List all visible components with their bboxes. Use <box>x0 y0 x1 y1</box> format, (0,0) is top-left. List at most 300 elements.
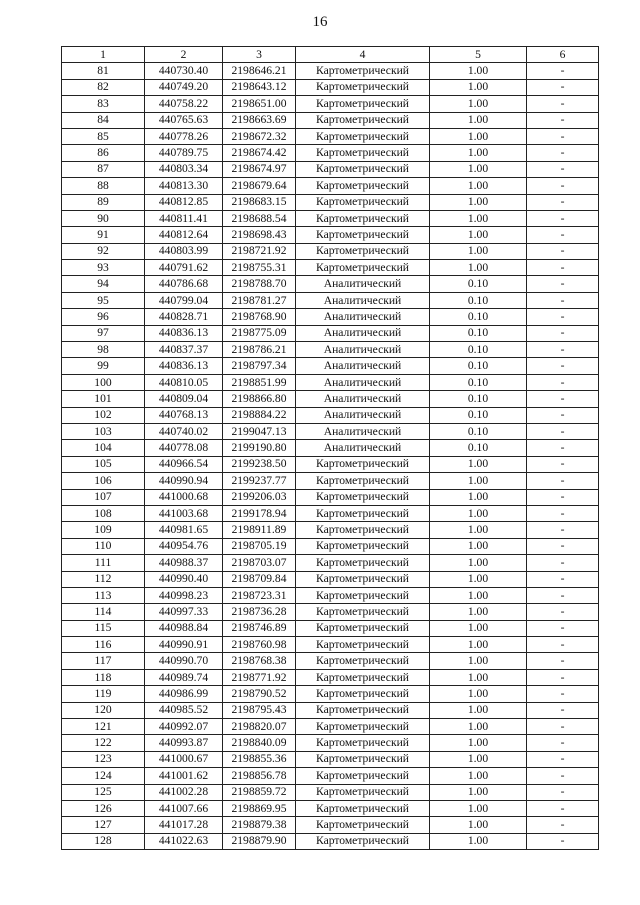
table-cell: Аналитический <box>296 292 430 308</box>
table-cell: 1.00 <box>430 571 527 587</box>
table-cell: 2199190.80 <box>223 440 296 456</box>
table-row <box>62 735 599 751</box>
table-cell: 440966.54 <box>145 456 223 472</box>
table-cell: 116 <box>62 637 145 653</box>
table-row <box>62 161 599 177</box>
table-cell: Картометрический <box>296 79 430 95</box>
table-cell: - <box>527 178 599 194</box>
table-row <box>62 63 599 79</box>
table-row <box>62 456 599 472</box>
table-cell: 440981.65 <box>145 522 223 538</box>
table-cell: - <box>527 833 599 849</box>
table-row <box>62 325 599 341</box>
table-cell: - <box>527 489 599 505</box>
table-row <box>62 719 599 735</box>
table-cell: 1.00 <box>430 719 527 735</box>
table-cell: Картометрический <box>296 210 430 226</box>
table-row <box>62 817 599 833</box>
table-cell: 2199047.13 <box>223 423 296 439</box>
table-cell: - <box>527 342 599 358</box>
table-row <box>62 227 599 243</box>
table-row <box>62 309 599 325</box>
table-cell: 1.00 <box>430 800 527 816</box>
table-row <box>62 538 599 554</box>
table-cell: 2198688.54 <box>223 210 296 226</box>
table-cell: - <box>527 620 599 636</box>
table-cell: 440989.74 <box>145 669 223 685</box>
table-cell: 440740.02 <box>145 423 223 439</box>
table-cell: Картометрический <box>296 505 430 521</box>
table-cell: 440993.87 <box>145 735 223 751</box>
table-cell: 2198721.92 <box>223 243 296 259</box>
table-cell: 2198672.32 <box>223 128 296 144</box>
table-cell: 2198768.38 <box>223 653 296 669</box>
table-cell: 440803.34 <box>145 161 223 177</box>
table-cell: Картометрический <box>296 637 430 653</box>
table-cell: 2198795.43 <box>223 702 296 718</box>
table-cell: 1.00 <box>430 489 527 505</box>
table-cell: - <box>527 686 599 702</box>
table-cell: 2198736.28 <box>223 604 296 620</box>
table-cell: 2198674.97 <box>223 161 296 177</box>
table-row <box>62 702 599 718</box>
table-row <box>62 112 599 128</box>
table-cell: 1.00 <box>430 604 527 620</box>
table-cell: 440812.85 <box>145 194 223 210</box>
table-cell: 92 <box>62 243 145 259</box>
table-cell: 89 <box>62 194 145 210</box>
table-cell: 106 <box>62 473 145 489</box>
table-row <box>62 604 599 620</box>
table-row <box>62 260 599 276</box>
table-cell: 123 <box>62 751 145 767</box>
table-cell: 440837.37 <box>145 342 223 358</box>
table-cell: 1.00 <box>430 178 527 194</box>
table-cell: 440998.23 <box>145 587 223 603</box>
table-cell: - <box>527 128 599 144</box>
table-cell: 1.00 <box>430 637 527 653</box>
table-cell: 99 <box>62 358 145 374</box>
table-cell: 2198643.12 <box>223 79 296 95</box>
table-cell: 90 <box>62 210 145 226</box>
table-row <box>62 210 599 226</box>
table-cell: 440749.20 <box>145 79 223 95</box>
table-cell: 0.10 <box>430 407 527 423</box>
table-cell: 440836.13 <box>145 325 223 341</box>
table-cell: - <box>527 555 599 571</box>
table-cell: 96 <box>62 309 145 325</box>
table-cell: Картометрический <box>296 686 430 702</box>
table-cell: 113 <box>62 587 145 603</box>
table-cell: Картометрический <box>296 128 430 144</box>
table-cell: Аналитический <box>296 342 430 358</box>
table-row <box>62 145 599 161</box>
table-cell: 88 <box>62 178 145 194</box>
table-cell: - <box>527 505 599 521</box>
table-cell: - <box>527 112 599 128</box>
table-cell: 440997.33 <box>145 604 223 620</box>
table-cell: Картометрический <box>296 227 430 243</box>
coordinates-table <box>61 46 599 850</box>
table-cell: 441000.67 <box>145 751 223 767</box>
table-cell: 1.00 <box>430 735 527 751</box>
table-row <box>62 342 599 358</box>
table-cell: 2199206.03 <box>223 489 296 505</box>
table-cell: 0.10 <box>430 391 527 407</box>
table-cell: Картометрический <box>296 63 430 79</box>
table-cell: 1.00 <box>430 784 527 800</box>
table-cell: 2198911.89 <box>223 522 296 538</box>
table-cell: 86 <box>62 145 145 161</box>
table-cell: - <box>527 374 599 390</box>
table-cell: Картометрический <box>296 768 430 784</box>
table-cell: - <box>527 604 599 620</box>
table-cell: Картометрический <box>296 538 430 554</box>
table-cell: 440778.26 <box>145 128 223 144</box>
table-cell: 104 <box>62 440 145 456</box>
table-cell: 1.00 <box>430 702 527 718</box>
table-cell: 440836.13 <box>145 358 223 374</box>
table-cell: Картометрический <box>296 587 430 603</box>
table-cell: 441000.68 <box>145 489 223 505</box>
table-row <box>62 571 599 587</box>
table-row <box>62 358 599 374</box>
table-cell: - <box>527 817 599 833</box>
table-cell: 440768.13 <box>145 407 223 423</box>
table-cell: 119 <box>62 686 145 702</box>
table-cell: Аналитический <box>296 423 430 439</box>
table-cell: 440791.62 <box>145 260 223 276</box>
table-cell: - <box>527 63 599 79</box>
table-row <box>62 669 599 685</box>
table-cell: Аналитический <box>296 358 430 374</box>
table-cell: 2198856.78 <box>223 768 296 784</box>
table-cell: Картометрический <box>296 456 430 472</box>
table-cell: 2198723.31 <box>223 587 296 603</box>
table-cell: Картометрический <box>296 161 430 177</box>
table-body <box>62 63 599 850</box>
table-cell: Картометрический <box>296 473 430 489</box>
table-cell: 101 <box>62 391 145 407</box>
table-row <box>62 276 599 292</box>
table-cell: 2198746.89 <box>223 620 296 636</box>
table-cell: - <box>527 669 599 685</box>
table-cell: Картометрический <box>296 719 430 735</box>
table-cell: - <box>527 309 599 325</box>
table-cell: 441003.68 <box>145 505 223 521</box>
table-cell: Аналитический <box>296 391 430 407</box>
table-cell: 440812.64 <box>145 227 223 243</box>
table-cell: - <box>527 145 599 161</box>
table-cell: - <box>527 276 599 292</box>
table-cell: 126 <box>62 800 145 816</box>
table-cell: 1.00 <box>430 456 527 472</box>
table-cell: 440765.63 <box>145 112 223 128</box>
table-row <box>62 522 599 538</box>
table-cell: Картометрический <box>296 735 430 751</box>
table-cell: 100 <box>62 374 145 390</box>
table-cell: 2198646.21 <box>223 63 296 79</box>
table-cell: Картометрический <box>296 96 430 112</box>
table-cell: 2198820.07 <box>223 719 296 735</box>
table-cell: 87 <box>62 161 145 177</box>
table-cell: 127 <box>62 817 145 833</box>
table-cell: 1.00 <box>430 145 527 161</box>
table-cell: 109 <box>62 522 145 538</box>
table-cell: 93 <box>62 260 145 276</box>
table-cell: - <box>527 243 599 259</box>
table-cell: - <box>527 751 599 767</box>
table-cell: - <box>527 702 599 718</box>
table-cell: 0.10 <box>430 276 527 292</box>
table-cell: 83 <box>62 96 145 112</box>
table-cell: 103 <box>62 423 145 439</box>
table-cell: 1.00 <box>430 505 527 521</box>
table-cell: Аналитический <box>296 276 430 292</box>
table-cell: 1.00 <box>430 63 527 79</box>
table-cell: 114 <box>62 604 145 620</box>
table-cell: Картометрический <box>296 702 430 718</box>
table-cell: - <box>527 522 599 538</box>
table-cell: 124 <box>62 768 145 784</box>
table-row <box>62 374 599 390</box>
table-cell: 95 <box>62 292 145 308</box>
page-number: 16 <box>312 14 328 30</box>
table-cell: Картометрический <box>296 260 430 276</box>
table-cell: 1.00 <box>430 538 527 554</box>
column-header: 6 <box>527 47 599 63</box>
table-cell: 2198879.38 <box>223 817 296 833</box>
table-cell: 112 <box>62 571 145 587</box>
table-cell: - <box>527 784 599 800</box>
table-cell: 1.00 <box>430 653 527 669</box>
table-cell: - <box>527 571 599 587</box>
table-row <box>62 473 599 489</box>
table-cell: 440799.04 <box>145 292 223 308</box>
table-cell: Картометрический <box>296 522 430 538</box>
table-cell: Картометрический <box>296 653 430 669</box>
table-cell: 2199237.77 <box>223 473 296 489</box>
table-cell: Картометрический <box>296 489 430 505</box>
table-row <box>62 505 599 521</box>
table-cell: 108 <box>62 505 145 521</box>
table-cell: 2198855.36 <box>223 751 296 767</box>
table-cell: - <box>527 292 599 308</box>
table-cell: 85 <box>62 128 145 144</box>
table-cell: 121 <box>62 719 145 735</box>
table-cell: 1.00 <box>430 473 527 489</box>
table-cell: Аналитический <box>296 374 430 390</box>
table-row <box>62 407 599 423</box>
table-cell: - <box>527 735 599 751</box>
table-row <box>62 620 599 636</box>
table-cell: 2198768.90 <box>223 309 296 325</box>
table-row <box>62 194 599 210</box>
column-header: 3 <box>223 47 296 63</box>
table-cell: - <box>527 210 599 226</box>
table-cell: Картометрический <box>296 751 430 767</box>
table-cell: 440730.40 <box>145 63 223 79</box>
table-cell: 440803.99 <box>145 243 223 259</box>
table-cell: 2198663.69 <box>223 112 296 128</box>
table-cell: Картометрический <box>296 669 430 685</box>
table-cell: 440811.41 <box>145 210 223 226</box>
table-cell: - <box>527 391 599 407</box>
table-cell: - <box>527 456 599 472</box>
table-cell: 2198786.21 <box>223 342 296 358</box>
table-row <box>62 686 599 702</box>
table-cell: 440758.22 <box>145 96 223 112</box>
table-cell: 441001.62 <box>145 768 223 784</box>
table-cell: 94 <box>62 276 145 292</box>
table-cell: 1.00 <box>430 587 527 603</box>
table-cell: 98 <box>62 342 145 358</box>
table-cell: 2198674.42 <box>223 145 296 161</box>
table-cell: - <box>527 473 599 489</box>
table-cell: 2198790.52 <box>223 686 296 702</box>
table-cell: 2198866.80 <box>223 391 296 407</box>
table-cell: - <box>527 161 599 177</box>
table-cell: 110 <box>62 538 145 554</box>
table-cell: Картометрический <box>296 784 430 800</box>
table-cell: Аналитический <box>296 440 430 456</box>
column-header: 1 <box>62 47 145 63</box>
table-row <box>62 79 599 95</box>
table-cell: Картометрический <box>296 800 430 816</box>
table-cell: 440986.99 <box>145 686 223 702</box>
table-cell: 1.00 <box>430 817 527 833</box>
table-cell: 1.00 <box>430 210 527 226</box>
table-cell: 0.10 <box>430 292 527 308</box>
table-cell: 81 <box>62 63 145 79</box>
table-cell: 440988.84 <box>145 620 223 636</box>
table-cell: - <box>527 637 599 653</box>
table-cell: - <box>527 719 599 735</box>
table-cell: 2198869.95 <box>223 800 296 816</box>
table-cell: - <box>527 325 599 341</box>
table-cell: 0.10 <box>430 440 527 456</box>
table-row <box>62 440 599 456</box>
table-cell: 1.00 <box>430 128 527 144</box>
table-cell: Картометрический <box>296 243 430 259</box>
table-cell: 440990.94 <box>145 473 223 489</box>
table-row <box>62 96 599 112</box>
table-cell: 105 <box>62 456 145 472</box>
table-cell: Картометрический <box>296 112 430 128</box>
table-cell: 2199238.50 <box>223 456 296 472</box>
table-cell: 107 <box>62 489 145 505</box>
table-cell: - <box>527 194 599 210</box>
table-cell: 1.00 <box>430 243 527 259</box>
table-cell: Аналитический <box>296 309 430 325</box>
table-cell: 2198771.92 <box>223 669 296 685</box>
table-cell: 0.10 <box>430 342 527 358</box>
table-cell: 1.00 <box>430 669 527 685</box>
table-cell: 84 <box>62 112 145 128</box>
table-row <box>62 833 599 849</box>
table-cell: - <box>527 538 599 554</box>
table-row <box>62 653 599 669</box>
table-cell: 2198755.31 <box>223 260 296 276</box>
table-cell: 2198788.70 <box>223 276 296 292</box>
table-row <box>62 587 599 603</box>
column-header: 2 <box>145 47 223 63</box>
table-cell: Аналитический <box>296 407 430 423</box>
table-cell: 440985.52 <box>145 702 223 718</box>
table-cell: - <box>527 800 599 816</box>
table-cell: 2198679.64 <box>223 178 296 194</box>
table-row <box>62 292 599 308</box>
table-cell: 111 <box>62 555 145 571</box>
table-row <box>62 555 599 571</box>
table-cell: 125 <box>62 784 145 800</box>
table-cell: 97 <box>62 325 145 341</box>
table-row <box>62 178 599 194</box>
table-header-row <box>62 47 599 63</box>
table-cell: 441017.28 <box>145 817 223 833</box>
table-row <box>62 768 599 784</box>
table-cell: 440778.08 <box>145 440 223 456</box>
table-row <box>62 391 599 407</box>
table-cell: 2198705.19 <box>223 538 296 554</box>
table-cell: 440813.30 <box>145 178 223 194</box>
table-cell: 440990.40 <box>145 571 223 587</box>
table-row <box>62 489 599 505</box>
table-cell: 2198840.09 <box>223 735 296 751</box>
table-cell: 440990.91 <box>145 637 223 653</box>
table-cell: 91 <box>62 227 145 243</box>
table-cell: 2198775.09 <box>223 325 296 341</box>
table-row <box>62 128 599 144</box>
table-cell: 440809.04 <box>145 391 223 407</box>
table-cell: 102 <box>62 407 145 423</box>
table-cell: 2198851.99 <box>223 374 296 390</box>
table-cell: 0.10 <box>430 325 527 341</box>
table-cell: 1.00 <box>430 555 527 571</box>
table-cell: - <box>527 653 599 669</box>
table-cell: 440810.05 <box>145 374 223 390</box>
table-row <box>62 751 599 767</box>
table-cell: Аналитический <box>296 325 430 341</box>
table-cell: - <box>527 96 599 112</box>
table-cell: 2198703.07 <box>223 555 296 571</box>
table-cell: Картометрический <box>296 555 430 571</box>
table-cell: 441002.28 <box>145 784 223 800</box>
table-cell: - <box>527 440 599 456</box>
table-cell: 1.00 <box>430 833 527 849</box>
table-cell: 441022.63 <box>145 833 223 849</box>
table-cell: 1.00 <box>430 751 527 767</box>
table-cell: 0.10 <box>430 374 527 390</box>
table-cell: 0.10 <box>430 309 527 325</box>
column-header: 5 <box>430 47 527 63</box>
table-cell: 440990.70 <box>145 653 223 669</box>
table-cell: - <box>527 407 599 423</box>
table-cell: 2198884.22 <box>223 407 296 423</box>
table-cell: Картометрический <box>296 145 430 161</box>
table-cell: 118 <box>62 669 145 685</box>
table-cell: 1.00 <box>430 768 527 784</box>
table-row <box>62 243 599 259</box>
table-cell: 0.10 <box>430 423 527 439</box>
table-cell: Картометрический <box>296 604 430 620</box>
table-cell: 1.00 <box>430 620 527 636</box>
table-cell: 1.00 <box>430 194 527 210</box>
table-cell: - <box>527 227 599 243</box>
table-cell: 2198879.90 <box>223 833 296 849</box>
table-cell: 2198709.84 <box>223 571 296 587</box>
table-cell: Картометрический <box>296 817 430 833</box>
